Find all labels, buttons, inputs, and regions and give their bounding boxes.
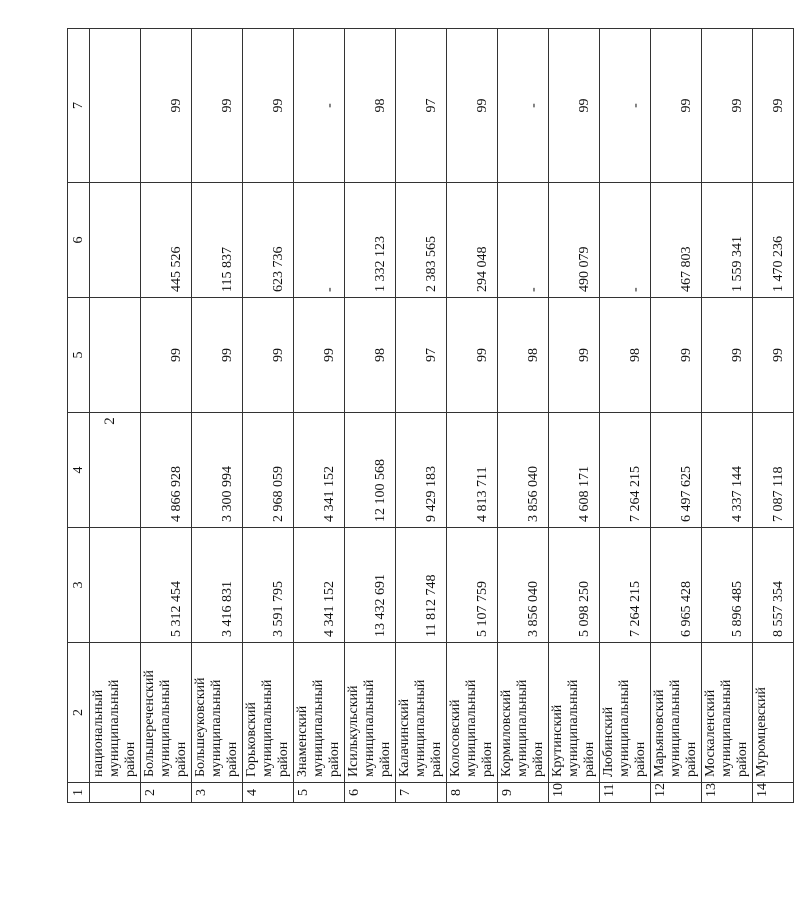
value-cell: -: [600, 183, 651, 298]
value-cell: 490 079: [549, 183, 600, 298]
row-number-cell: 4: [243, 783, 294, 803]
value-cell: 4 341 152: [294, 528, 345, 643]
value-cell: 7 087 118: [753, 413, 794, 528]
value-cell: 1 332 123: [345, 183, 396, 298]
table-row: [549, 29, 600, 803]
value-cell: 9 429 183: [396, 413, 447, 528]
district-name-cell: Любинский муниципальный район: [600, 643, 651, 783]
column-header: 6: [68, 183, 90, 298]
table-row: [294, 29, 345, 803]
percent-cell: 98: [498, 298, 549, 413]
row-number-cell: 13: [702, 783, 753, 803]
percent-cell: 99: [141, 298, 192, 413]
table-container: [67, 29, 786, 803]
value-cell: 3 300 994: [192, 413, 243, 528]
district-name-cell: Большеуковский муниципальный район: [192, 643, 243, 783]
value-cell: 294 048: [447, 183, 498, 298]
row-number-cell: 11: [600, 783, 651, 803]
percent-cell: 99: [702, 29, 753, 183]
percent-cell: 98: [600, 298, 651, 413]
value-cell: 6 497 625: [651, 413, 702, 528]
row-number-cell: 2: [141, 783, 192, 803]
district-name-cell: Москаленский муниципальный район: [702, 643, 753, 783]
column-header: 1: [68, 783, 90, 803]
value-cell: 8 557 354: [753, 528, 794, 643]
row-number-cell: 5: [294, 783, 345, 803]
percent-cell: 99: [243, 298, 294, 413]
value-cell: 115 837: [192, 183, 243, 298]
table-row: [192, 29, 243, 803]
percent-cell: 97: [396, 29, 447, 183]
district-name-cell: Колосовский муниципальный район: [447, 643, 498, 783]
district-name-cell: Калачинский муниципальный район: [396, 643, 447, 783]
percent-cell: 99: [447, 298, 498, 413]
percent-cell: 99: [651, 29, 702, 183]
percent-cell: 99: [447, 29, 498, 183]
value-cell: 4 341 152: [294, 413, 345, 528]
table-row: [90, 29, 141, 803]
table-row: [651, 29, 702, 803]
value-cell: 3 416 831: [192, 528, 243, 643]
value-cell: 5 312 454: [141, 528, 192, 643]
percent-cell: 99: [141, 29, 192, 183]
value-cell: [90, 413, 141, 528]
district-name-cell: Муромцевский: [753, 643, 794, 783]
value-cell: [90, 528, 141, 643]
page-number: 2: [101, 417, 118, 425]
value-cell: 5 896 485: [702, 528, 753, 643]
column-header: 7: [68, 29, 90, 183]
district-name-cell: Кормиловский муниципальный район: [498, 643, 549, 783]
value-cell: 4 866 928: [141, 413, 192, 528]
table-row: [498, 29, 549, 803]
percent-cell: 99: [192, 298, 243, 413]
column-header: 3: [68, 528, 90, 643]
value-cell: -: [498, 183, 549, 298]
column-header: 5: [68, 298, 90, 413]
value-cell: 467 803: [651, 183, 702, 298]
value-cell: 3 591 795: [243, 528, 294, 643]
percent-cell: 99: [549, 29, 600, 183]
table-row: [141, 29, 192, 803]
percent-cell: 99: [651, 298, 702, 413]
percent-cell: 98: [345, 298, 396, 413]
value-cell: 3 856 040: [498, 528, 549, 643]
column-header: 4: [68, 413, 90, 528]
table-row: [396, 29, 447, 803]
value-cell: 2 383 565: [396, 183, 447, 298]
row-number-cell: 6: [345, 783, 396, 803]
percent-cell: [90, 29, 141, 183]
value-cell: 623 736: [243, 183, 294, 298]
table-row: [447, 29, 498, 803]
row-number-cell: 7: [396, 783, 447, 803]
district-name-cell: Горьковский муниципальный район: [243, 643, 294, 783]
percent-cell: 99: [192, 29, 243, 183]
row-number-cell: [90, 783, 141, 803]
row-number-cell: 9: [498, 783, 549, 803]
value-cell: 1 470 236: [753, 183, 794, 298]
percent-cell: 98: [345, 29, 396, 183]
column-header: 2: [68, 643, 90, 783]
table-row: [345, 29, 396, 803]
data-table: [67, 28, 794, 803]
row-number-cell: 8: [447, 783, 498, 803]
row-number-cell: 14: [753, 783, 794, 803]
value-cell: [90, 183, 141, 298]
value-cell: 5 098 250: [549, 528, 600, 643]
value-cell: -: [294, 183, 345, 298]
header-row: [68, 29, 90, 803]
value-cell: 4 813 711: [447, 413, 498, 528]
district-name-cell: Исилькульский муниципальный район: [345, 643, 396, 783]
value-cell: 13 432 691: [345, 528, 396, 643]
value-cell: 445 526: [141, 183, 192, 298]
table-row: [243, 29, 294, 803]
percent-cell: 99: [753, 29, 794, 183]
value-cell: 7 264 215: [600, 528, 651, 643]
percent-cell: 97: [396, 298, 447, 413]
value-cell: 3 856 040: [498, 413, 549, 528]
row-number-cell: 3: [192, 783, 243, 803]
district-name-cell: национальный муниципальный район: [90, 643, 141, 783]
district-name-cell: Большереченский муниципальный район: [141, 643, 192, 783]
district-name-cell: Крутинский муниципальный район: [549, 643, 600, 783]
table-row: [600, 29, 651, 803]
percent-cell: -: [600, 29, 651, 183]
value-cell: 7 264 215: [600, 413, 651, 528]
row-number-cell: 12: [651, 783, 702, 803]
percent-cell: 99: [549, 298, 600, 413]
percent-cell: [90, 298, 141, 413]
value-cell: 4 337 144: [702, 413, 753, 528]
percent-cell: 99: [753, 298, 794, 413]
percent-cell: 99: [702, 298, 753, 413]
district-name-cell: Марьяновский муниципальный район: [651, 643, 702, 783]
percent-cell: -: [294, 29, 345, 183]
value-cell: 12 100 568: [345, 413, 396, 528]
percent-cell: 99: [243, 29, 294, 183]
table-row: [753, 29, 794, 803]
percent-cell: -: [498, 29, 549, 183]
value-cell: 2 968 059: [243, 413, 294, 528]
percent-cell: 99: [294, 298, 345, 413]
value-cell: 11 812 748: [396, 528, 447, 643]
value-cell: 1 559 341: [702, 183, 753, 298]
district-name-cell: Знаменский муниципальный район: [294, 643, 345, 783]
value-cell: 4 608 171: [549, 413, 600, 528]
table-row: [702, 29, 753, 803]
value-cell: 6 965 428: [651, 528, 702, 643]
value-cell: 5 107 759: [447, 528, 498, 643]
row-number-cell: 10: [549, 783, 600, 803]
